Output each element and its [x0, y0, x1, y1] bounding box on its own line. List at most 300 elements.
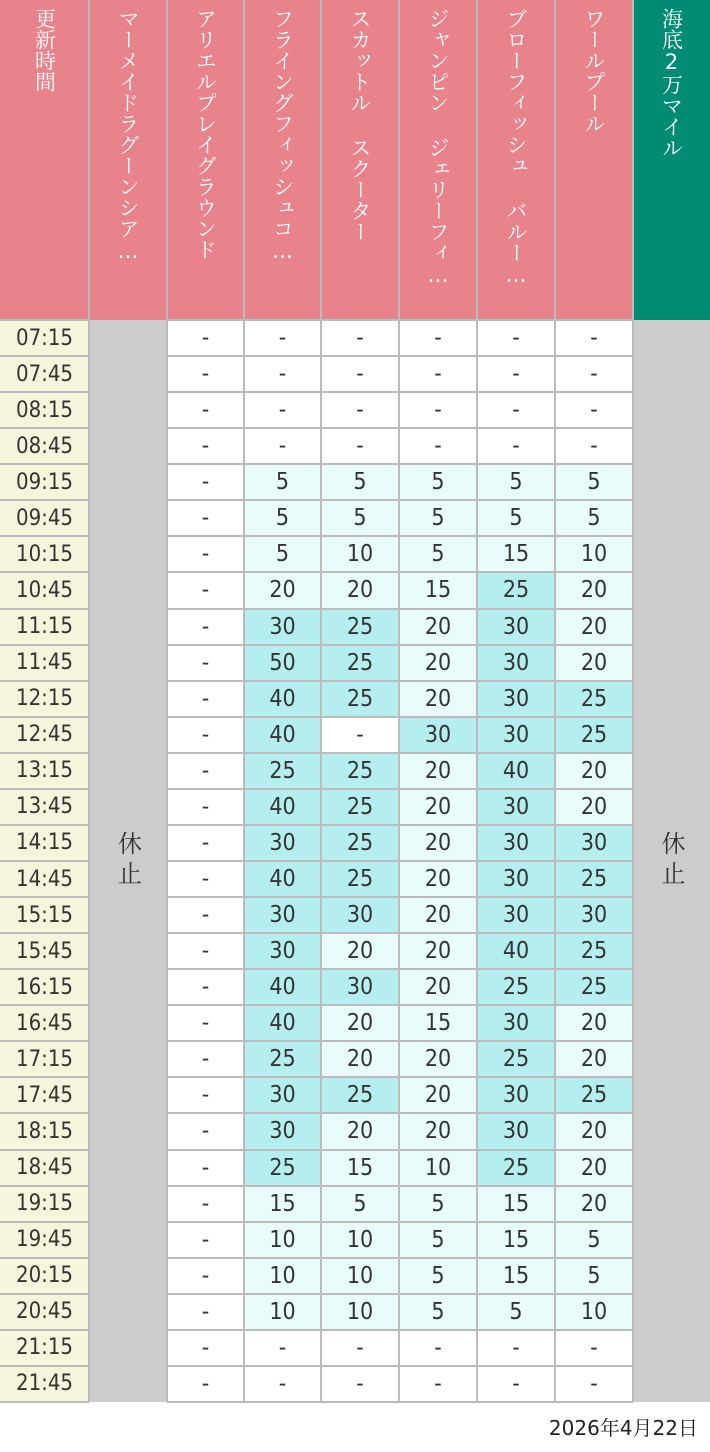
attraction-header: [399, 0, 477, 320]
wait-cell: 30: [477, 609, 555, 645]
wait-cell: -: [167, 1330, 244, 1366]
wait-cell: 10: [399, 1150, 477, 1186]
wait-cell: 20: [555, 609, 633, 645]
wait-cell: 5: [244, 464, 321, 500]
grid-line-horizontal: [0, 644, 89, 646]
header-label: マーメイドラグーンシア…: [116, 8, 140, 263]
wait-cell: 20: [244, 572, 321, 608]
wait-cell: 10: [321, 536, 399, 572]
time-cell: 16:45: [0, 1005, 89, 1041]
wait-cell: -: [167, 1041, 244, 1077]
wait-cell: -: [167, 897, 244, 933]
time-cell: 15:45: [0, 933, 89, 969]
grid-line-horizontal: [0, 968, 89, 970]
wait-cell: -: [167, 1366, 244, 1402]
wait-cell: -: [477, 1330, 555, 1366]
wait-cell: 15: [477, 536, 555, 572]
wait-cell: 30: [477, 861, 555, 897]
time-cell: 07:45: [0, 356, 89, 392]
time-cell: 21:45: [0, 1366, 89, 1402]
wait-cell: -: [244, 356, 321, 392]
grid-line-horizontal: [0, 463, 89, 465]
wait-cell: -: [555, 356, 633, 392]
wait-cell: 30: [244, 825, 321, 861]
grid-line-horizontal: [167, 1004, 633, 1006]
wait-cell: 20: [399, 969, 477, 1005]
time-cell: 09:15: [0, 464, 89, 500]
wait-cell: 25: [555, 1077, 633, 1113]
grid-line-horizontal: [167, 752, 633, 754]
wait-cell: 20: [399, 897, 477, 933]
wait-cell: 5: [244, 500, 321, 536]
wait-cell: 25: [321, 681, 399, 717]
wait-cell: 10: [321, 1294, 399, 1330]
time-cell: 15:15: [0, 897, 89, 933]
wait-cell: 20: [399, 1077, 477, 1113]
grid-line-horizontal: [167, 824, 633, 826]
wait-cell: 25: [477, 1041, 555, 1077]
grid-line-horizontal: [167, 1257, 633, 1259]
time-cell: 09:45: [0, 500, 89, 536]
grid-line-horizontal: [0, 1329, 89, 1331]
grid-line-horizontal: [167, 355, 633, 357]
wait-cell: -: [167, 536, 244, 572]
wait-cell: 5: [321, 500, 399, 536]
wait-cell: -: [244, 1366, 321, 1402]
wait-cell: -: [555, 392, 633, 428]
wait-cell: 40: [244, 681, 321, 717]
time-cell: 17:45: [0, 1077, 89, 1113]
wait-cell: 5: [321, 1186, 399, 1222]
wait-cell: 25: [477, 969, 555, 1005]
wait-cell: -: [167, 1294, 244, 1330]
wait-cell: 30: [244, 1077, 321, 1113]
closed-label: 休止: [113, 831, 142, 891]
grid-line-horizontal: [167, 1365, 633, 1367]
header-label: 海底2万マイル: [659, 8, 684, 158]
wait-cell: 15: [399, 1005, 477, 1041]
grid-line-horizontal: [0, 1401, 89, 1403]
attraction-header: [244, 0, 321, 320]
grid-line-horizontal: [0, 1365, 89, 1367]
grid-line-horizontal: [167, 1185, 633, 1187]
grid-line-horizontal: [167, 644, 633, 646]
grid-line-horizontal: [167, 1221, 633, 1223]
wait-cell: 15: [321, 1150, 399, 1186]
wait-cell: 5: [244, 536, 321, 572]
wait-cell: 20: [399, 825, 477, 861]
wait-cell: -: [244, 392, 321, 428]
attraction-header: [555, 0, 633, 320]
time-cell: 19:15: [0, 1186, 89, 1222]
wait-cell: 25: [321, 1077, 399, 1113]
time-cell: 18:45: [0, 1150, 89, 1186]
wait-cell: 20: [555, 645, 633, 681]
wait-cell: 20: [399, 1113, 477, 1149]
wait-cell: 25: [244, 1150, 321, 1186]
wait-cell: 5: [399, 536, 477, 572]
grid-line-vertical: [476, 0, 478, 1402]
wait-cell: -: [321, 320, 399, 356]
wait-cell: 25: [321, 753, 399, 789]
wait-cell: 25: [321, 645, 399, 681]
wait-cell: 15: [244, 1186, 321, 1222]
grid-line-horizontal: [0, 824, 89, 826]
wait-cell: 25: [244, 1041, 321, 1077]
wait-cell: 5: [555, 1258, 633, 1294]
wait-cell: -: [167, 681, 244, 717]
header-label: フライングフィッシュコ…: [270, 8, 295, 263]
wait-cell: 30: [477, 1077, 555, 1113]
grid-line-horizontal: [0, 716, 89, 718]
wait-cell: 15: [477, 1222, 555, 1258]
wait-cell: -: [167, 933, 244, 969]
wait-cell: 20: [399, 609, 477, 645]
wait-cell: 20: [555, 572, 633, 608]
wait-cell: -: [477, 320, 555, 356]
wait-cell: 5: [555, 1222, 633, 1258]
grid-line-horizontal: [167, 1040, 633, 1042]
header-label: ジャンピン ジェリーフィ…: [426, 8, 450, 287]
wait-cell: 30: [477, 645, 555, 681]
time-cell: 12:15: [0, 681, 89, 717]
closed-block: [633, 320, 710, 1402]
grid-line-horizontal: [0, 1293, 89, 1295]
time-cell: 08:15: [0, 392, 89, 428]
grid-line-horizontal: [0, 752, 89, 754]
grid-line-horizontal: [0, 499, 89, 501]
wait-cell: 25: [555, 717, 633, 753]
grid-line-horizontal: [167, 1293, 633, 1295]
wait-cell: 10: [244, 1222, 321, 1258]
wait-cell: -: [555, 428, 633, 464]
grid-line-horizontal: [0, 932, 89, 934]
wait-cell: 30: [244, 609, 321, 645]
grid-line-horizontal: [0, 1185, 89, 1187]
wait-cell: -: [167, 1077, 244, 1113]
grid-line-horizontal: [0, 1221, 89, 1223]
wait-cell: 40: [477, 933, 555, 969]
wait-cell: 20: [399, 681, 477, 717]
grid-line-horizontal: [167, 463, 633, 465]
wait-cell: 5: [399, 1222, 477, 1258]
wait-cell: 40: [244, 789, 321, 825]
wait-cell: 20: [321, 572, 399, 608]
wait-cell: 40: [244, 717, 321, 753]
wait-cell: 25: [321, 609, 399, 645]
wait-cell: -: [167, 464, 244, 500]
wait-cell: 5: [477, 500, 555, 536]
wait-cell: 25: [321, 789, 399, 825]
wait-cell: -: [555, 320, 633, 356]
grid-line-horizontal: [0, 1040, 89, 1042]
wait-cell: 5: [399, 1258, 477, 1294]
wait-cell: 20: [399, 753, 477, 789]
grid-line-vertical: [554, 0, 556, 1402]
wait-cell: 5: [555, 500, 633, 536]
wait-cell: 20: [399, 645, 477, 681]
wait-cell: 25: [555, 969, 633, 1005]
wait-cell: -: [555, 1366, 633, 1402]
wait-cell: 25: [477, 1150, 555, 1186]
wait-cell: -: [167, 1258, 244, 1294]
wait-cell: 5: [477, 464, 555, 500]
wait-cell: -: [321, 1366, 399, 1402]
wait-cell: 20: [555, 1113, 633, 1149]
wait-cell: 20: [399, 1041, 477, 1077]
wait-cell: -: [244, 320, 321, 356]
wait-cell: 10: [321, 1258, 399, 1294]
wait-cell: 20: [399, 861, 477, 897]
grid-line-vertical: [166, 0, 168, 1402]
grid-line-horizontal: [167, 608, 633, 610]
time-cell: 14:15: [0, 825, 89, 861]
wait-cell: 30: [477, 717, 555, 753]
wait-cell: 30: [477, 1005, 555, 1041]
time-cell: 10:45: [0, 572, 89, 608]
grid-line-horizontal: [0, 896, 89, 898]
time-cell: 21:15: [0, 1330, 89, 1366]
wait-cell: 20: [555, 1041, 633, 1077]
wait-cell: -: [167, 1186, 244, 1222]
wait-cell: 5: [321, 464, 399, 500]
header-label: ブローフィッシュ バルー…: [504, 8, 528, 287]
grid-line-horizontal: [0, 391, 89, 393]
wait-cell: 30: [244, 897, 321, 933]
wait-cell: -: [167, 861, 244, 897]
grid-line-horizontal: [0, 608, 89, 610]
wait-cell: 20: [399, 933, 477, 969]
wait-cell: 10: [321, 1222, 399, 1258]
header-label: ワールプール: [582, 8, 606, 134]
wait-cell: -: [167, 717, 244, 753]
grid-line-horizontal: [167, 860, 633, 862]
wait-cell: -: [167, 392, 244, 428]
time-column-header: [0, 0, 89, 320]
wait-cell: 15: [477, 1258, 555, 1294]
wait-cell: 25: [244, 753, 321, 789]
wait-cell: -: [477, 1366, 555, 1402]
time-cell: 14:45: [0, 861, 89, 897]
wait-cell: 5: [477, 1294, 555, 1330]
wait-cell: -: [167, 428, 244, 464]
attraction-header: [633, 0, 710, 320]
closed-block: [89, 320, 167, 1402]
wait-cell: 40: [244, 861, 321, 897]
wait-cell: 30: [244, 1113, 321, 1149]
grid-line-vertical: [243, 0, 245, 1402]
wait-cell: 20: [321, 1113, 399, 1149]
wait-cell: 5: [399, 464, 477, 500]
wait-cell: 30: [477, 789, 555, 825]
wait-cell: -: [399, 356, 477, 392]
time-cell: 11:15: [0, 609, 89, 645]
wait-cell: 20: [555, 789, 633, 825]
time-cell: 19:45: [0, 1222, 89, 1258]
grid-line-horizontal: [0, 1149, 89, 1151]
wait-cell: -: [167, 825, 244, 861]
wait-cell: 30: [399, 717, 477, 753]
wait-cell: -: [167, 609, 244, 645]
time-cell: 18:15: [0, 1113, 89, 1149]
wait-cell: -: [167, 1222, 244, 1258]
wait-cell: 40: [244, 1005, 321, 1041]
grid-line-horizontal: [167, 535, 633, 537]
grid-line-horizontal: [167, 968, 633, 970]
time-cell: 13:45: [0, 789, 89, 825]
grid-line-horizontal: [0, 1112, 89, 1114]
header-label: 更新時間: [32, 8, 57, 92]
wait-cell: -: [399, 428, 477, 464]
wait-cell: 30: [477, 825, 555, 861]
grid-line-horizontal: [0, 1257, 89, 1259]
wait-cell: 20: [555, 1150, 633, 1186]
wait-cell: 5: [399, 1294, 477, 1330]
wait-cell: 5: [555, 464, 633, 500]
wait-cell: -: [167, 753, 244, 789]
time-cell: 17:15: [0, 1041, 89, 1077]
wait-cell: -: [167, 969, 244, 1005]
wait-cell: 25: [321, 825, 399, 861]
time-cell: 10:15: [0, 536, 89, 572]
time-cell: 08:45: [0, 428, 89, 464]
grid-line-horizontal: [0, 860, 89, 862]
wait-cell: 20: [321, 1005, 399, 1041]
grid-line-horizontal: [167, 680, 633, 682]
grid-line-horizontal: [167, 788, 633, 790]
wait-cell: 25: [555, 933, 633, 969]
wait-cell: 40: [244, 969, 321, 1005]
grid-line-horizontal: [0, 427, 89, 429]
wait-cell: 20: [399, 789, 477, 825]
wait-cell: 20: [321, 933, 399, 969]
grid-line-horizontal: [167, 932, 633, 934]
wait-cell: 25: [555, 681, 633, 717]
wait-cell: 20: [321, 1041, 399, 1077]
wait-cell: 10: [555, 1294, 633, 1330]
wait-cell: -: [477, 356, 555, 392]
grid-line-horizontal: [167, 1076, 633, 1078]
wait-cell: 50: [244, 645, 321, 681]
date-label: 2026年4月22日: [548, 1416, 698, 1440]
wait-cell: -: [167, 500, 244, 536]
grid-line-horizontal: [167, 1329, 633, 1331]
grid-line-horizontal: [167, 499, 633, 501]
wait-cell: -: [399, 1330, 477, 1366]
wait-cell: 10: [244, 1294, 321, 1330]
grid-line-horizontal: [0, 571, 89, 573]
grid-line-horizontal: [0, 355, 89, 357]
time-cell: 20:15: [0, 1258, 89, 1294]
header-label: スカットル スクーター: [348, 8, 372, 242]
wait-cell: 5: [399, 500, 477, 536]
wait-cell: 20: [555, 753, 633, 789]
wait-cell: 5: [399, 1186, 477, 1222]
header-label: アリエルプレイグラウンド: [193, 8, 218, 260]
grid-line-horizontal: [167, 1401, 633, 1403]
wait-cell: -: [399, 392, 477, 428]
attraction-header: [167, 0, 244, 320]
wait-cell: 20: [555, 1186, 633, 1222]
wait-cell: 30: [555, 825, 633, 861]
grid-line-horizontal: [167, 391, 633, 393]
grid-line-horizontal: [167, 319, 633, 321]
wait-cell: 30: [321, 969, 399, 1005]
attraction-header: [477, 0, 555, 320]
wait-cell: -: [244, 1330, 321, 1366]
grid-line-horizontal: [167, 1149, 633, 1151]
wait-cell: -: [167, 320, 244, 356]
wait-cell: 20: [555, 1005, 633, 1041]
wait-cell: 30: [244, 933, 321, 969]
wait-cell: 10: [244, 1258, 321, 1294]
wait-cell: -: [399, 320, 477, 356]
wait-cell: 30: [477, 897, 555, 933]
grid-line-horizontal: [0, 680, 89, 682]
wait-cell: -: [477, 392, 555, 428]
wait-cell: -: [167, 356, 244, 392]
wait-cell: 30: [477, 1113, 555, 1149]
attraction-header: [89, 0, 167, 320]
grid-line-vertical: [320, 0, 322, 1402]
wait-cell: 30: [477, 681, 555, 717]
grid-line-horizontal: [0, 1004, 89, 1006]
grid-line-horizontal: [0, 788, 89, 790]
wait-cell: 40: [477, 753, 555, 789]
wait-cell: 30: [555, 897, 633, 933]
grid-line-horizontal: [167, 427, 633, 429]
wait-cell: -: [167, 645, 244, 681]
time-cell: 13:15: [0, 753, 89, 789]
wait-cell: -: [321, 356, 399, 392]
wait-cell: -: [321, 717, 399, 753]
closed-label: 休止: [657, 831, 685, 891]
wait-cell: -: [167, 1150, 244, 1186]
time-cell: 07:15: [0, 320, 89, 356]
wait-cell: -: [399, 1366, 477, 1402]
grid-line-vertical: [398, 0, 400, 1402]
wait-cell: -: [321, 428, 399, 464]
grid-line-horizontal: [167, 571, 633, 573]
grid-line-horizontal: [0, 535, 89, 537]
wait-cell: 25: [477, 572, 555, 608]
time-cell: 11:45: [0, 645, 89, 681]
time-cell: 16:15: [0, 969, 89, 1005]
wait-cell: 30: [321, 897, 399, 933]
wait-cell: 15: [399, 572, 477, 608]
wait-cell: 15: [477, 1186, 555, 1222]
grid-line-horizontal: [167, 716, 633, 718]
grid-line-vertical: [632, 0, 634, 1402]
wait-cell: 25: [555, 861, 633, 897]
wait-cell: -: [167, 572, 244, 608]
grid-line-horizontal: [0, 1076, 89, 1078]
grid-line-vertical: [88, 0, 90, 1402]
time-cell: 12:45: [0, 717, 89, 753]
time-cell: 20:45: [0, 1294, 89, 1330]
wait-cell: -: [321, 392, 399, 428]
wait-cell: -: [321, 1330, 399, 1366]
wait-cell: -: [555, 1330, 633, 1366]
wait-cell: -: [244, 428, 321, 464]
wait-cell: -: [167, 789, 244, 825]
wait-cell: -: [167, 1005, 244, 1041]
wait-cell: -: [167, 1113, 244, 1149]
attraction-header: [321, 0, 399, 320]
grid-line-horizontal: [0, 319, 89, 321]
grid-line-horizontal: [167, 1112, 633, 1114]
wait-cell: 25: [321, 861, 399, 897]
